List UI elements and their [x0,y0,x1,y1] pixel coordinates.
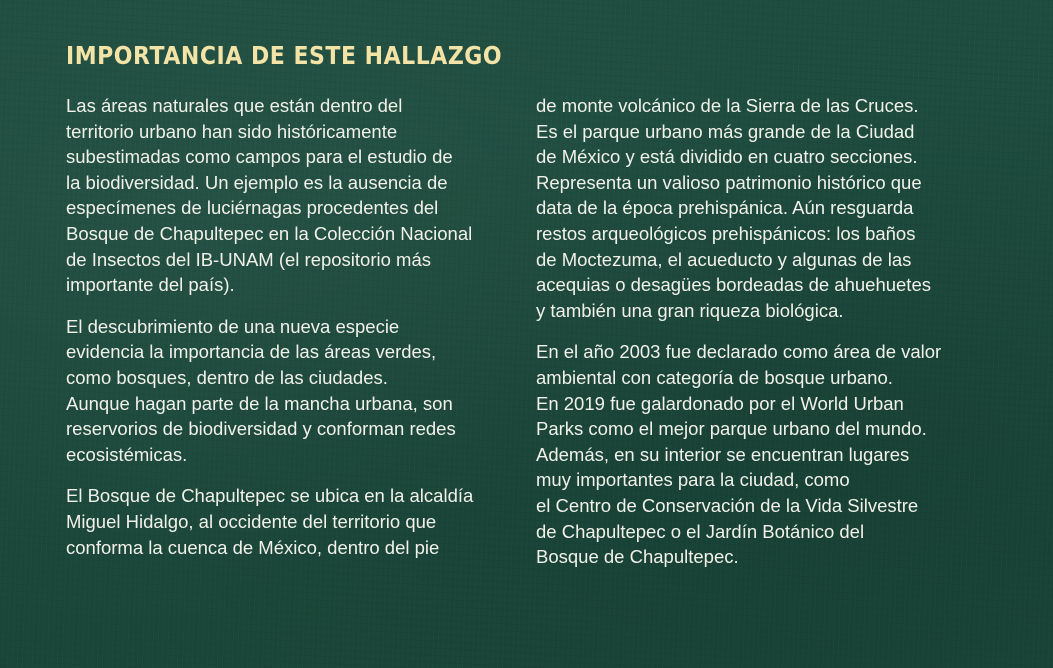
text-line: muy importantes para la ciudad, como [536,469,850,491]
left-column [66,93,521,576]
text-line: Las áreas naturales que están dentro del [66,95,403,116]
text-line: importante del país). [66,274,235,296]
text-line: de monte volcánico de la Sierra de las Cruces. [536,95,919,116]
paragraph-left-2 [66,314,521,468]
text-line: ecosistémicas. [66,443,188,465]
paragraph-left-1 [66,93,521,298]
text-line: Representa un valioso patrimonio histórico que [536,171,922,193]
paragraph-right-1 [536,93,1006,323]
text-line: acequias o desagües bordeadas de ahuehuetes [536,274,931,296]
text-line: El Bosque de Chapultepec se ubica en la alcaldía [66,485,474,507]
text-line: En 2019 fue galardonado por el World Urban [536,392,904,414]
text-line: Aunque hagan parte de la mancha urbana, son [66,392,453,414]
text-line: Además, en su interior se encuentran lugares [536,443,910,465]
text-line: y también una gran riqueza biológica. [536,299,844,321]
text-line: En el año 2003 fue declarado como área de valor [536,341,942,363]
paragraph-right-2 [536,339,1006,569]
text-line: de México y está dividido en cuatro secciones. [536,146,918,168]
text-line: de Insectos del IB-UNAM (el repositorio más [66,248,431,270]
text-line: restos arqueológicos prehispánicos: los baños [536,222,916,244]
text-line: conforma la cuenca de México, dentro del pie [66,536,440,558]
text-line: el Centro de Conservación de la Vida Silvestre [536,494,919,516]
text-line: especímenes de luciérnagas procedentes del [66,197,439,219]
right-column [536,93,1006,586]
text-line: data de la época prehispánica. Aún resguarda [536,197,914,219]
text-line: Bosque de Chapultepec en la Colección Nacional [66,222,473,244]
text-line: El descubrimiento de una nueva especie [66,315,400,337]
text-line: territorio urbano han sido históricamente [66,120,398,142]
text-line: Miguel Hidalgo, al occidente del territorio que [66,510,437,532]
text-line: de Chapultepec o el Jardín Botánico del [536,520,865,542]
text-line: Bosque de Chapultepec. [536,546,739,568]
text-line: evidencia la importancia de las áreas verdes, [66,341,437,363]
text-line: la biodiversidad. Un ejemplo es la ausencia de [66,171,448,193]
text-line: reservorios de biodiversidad y conforman redes [66,418,456,440]
text-line: como bosques, dentro de las ciudades. [66,366,388,388]
text-line: ambiental con categoría de bosque urbano. [536,366,893,388]
text-line: Parks como el mejor parque urbano del mundo. [536,418,927,440]
section-title: IMPORTANCIA DE ESTE HALLAZGO [66,41,503,70]
paragraph-left-3 [66,483,521,560]
text-line: de Moctezuma, el acueducto y algunas de las [536,248,912,270]
text-line: subestimadas como campos para el estudio de [66,146,453,168]
text-line: Es el parque urbano más grande de la Ciudad [536,120,915,142]
